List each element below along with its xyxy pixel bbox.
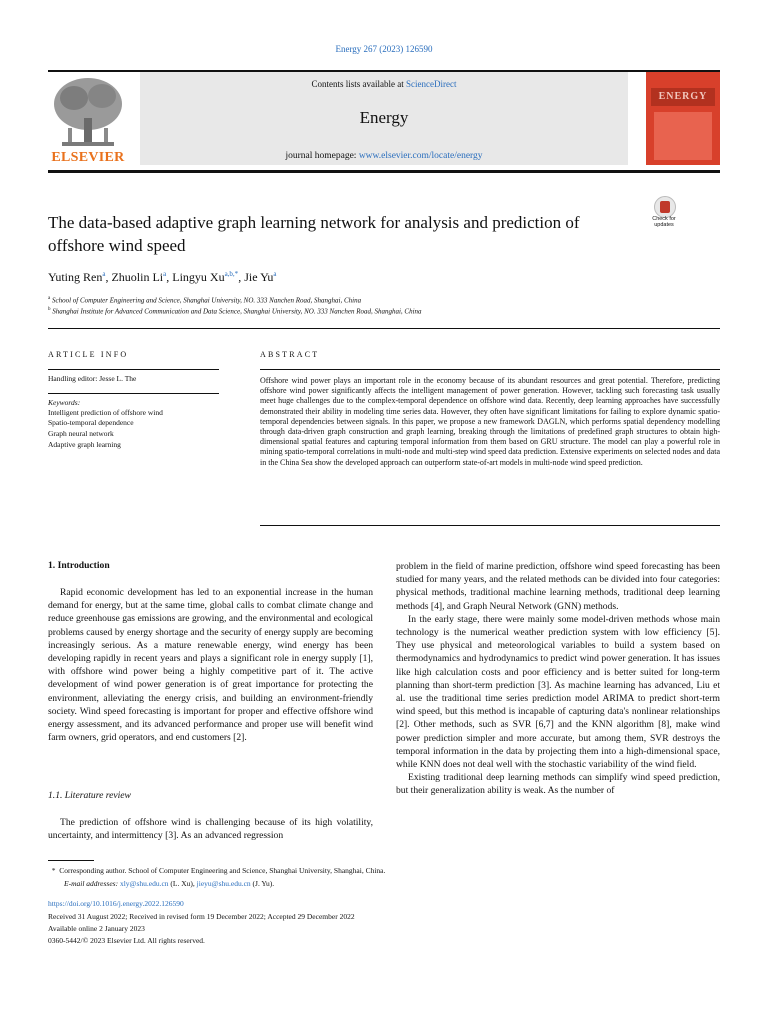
affiliation <box>48 307 422 315</box>
journal-title: Energy <box>359 108 409 127</box>
body-paragraph: In the early stage, there were mainly some model-driven methods whose main technology is the numerical weather prediction system with low efficiency [5]. They use physical and meteorological variables to build a system based on thermodynamics and hydrodynamics to predict wind power generation. It has issues like high calculation costs and poor efficiency and is better suited for long-term planning than short-term prediction [3]. As machine learning has advanced, Liu et al. use the traditional time series prediction model ARIMA to predict short-term wind speed, but this method is incapable of capturing data's nonlinear relationships [2]. Other methods, such as SVR [6,7] and the KNN algorithm [8], make wind power prediction simpler and more accurate, but among them, SVR destroys the temporal information in the data by projecting them into a high-dimensional space, while KNN does not deal well with the stochastic variability of the wind field. <box>396 613 720 771</box>
keyword-item: Intelligent prediction of offshore wind <box>48 408 163 417</box>
bookmark-icon <box>654 196 676 218</box>
abstract-heading: ABSTRACT <box>260 350 320 359</box>
body-paragraph: Existing traditional deep learning methods can simplify wind speed prediction, but their generalization ability is weak. As the number of <box>396 772 720 797</box>
affiliation-mark: a <box>48 296 51 301</box>
author-affiliation-mark[interactable]: a,b,* <box>224 270 239 278</box>
affiliation-mark: b <box>48 307 51 312</box>
keyword-item: Graph neural network <box>48 429 114 438</box>
cover-image <box>654 112 712 160</box>
received-dates: Received 31 August 2022; Received in revised form 19 December 2022; Accepted 29 December 2022 <box>48 912 355 921</box>
article-info-heading: ARTICLE INFO <box>48 350 129 359</box>
abstract-bottom-rule <box>260 525 720 526</box>
check-for-updates-badge[interactable] <box>646 196 682 236</box>
email-link[interactable]: jieyu@shu.edu.cn <box>196 879 251 888</box>
homepage-label: journal homepage: <box>285 151 359 161</box>
affiliation-text: Shanghai Institute for Advanced Communication and Data Science, Shanghai University, NO. 333 Nanchen Road, Shanghai, China <box>52 307 422 316</box>
asterisk-mark: * <box>48 866 60 875</box>
author-affiliation-mark[interactable]: a <box>102 270 106 278</box>
author-name[interactable]: Lingyu Xu <box>172 270 225 284</box>
body-paragraph: The prediction of offshore wind is challenging because of its high volatility, uncertainty, and intermittency [3]. As an advanced regression <box>48 817 373 842</box>
article-title: The data-based adaptive graph learning network for analysis and prediction of offshore wind speed <box>48 213 580 255</box>
handling-editor: Handling editor: Jesse L. The <box>48 374 137 383</box>
cover-title: ENERGY <box>651 88 715 106</box>
available-online: Available online 2 January 2023 <box>48 924 145 933</box>
abstract-top-rule <box>260 369 720 370</box>
author-list: Yuting Ren$^a$, Zhuolin Li$^a$, Lingyu $Xu^{a,b,*}$, Jie Yu$^a$ <box>48 270 277 284</box>
author-name[interactable]: Zhuolin Li <box>111 270 164 284</box>
author-affiliation-mark[interactable]: a <box>163 270 167 278</box>
header-bottom-rule <box>48 170 720 173</box>
author-name[interactable]: Jie Yu <box>244 270 274 284</box>
email-addresses <box>64 878 274 889</box>
abstract-text: Offshore wind power plays an important role in the economy because of its abundant resources and great potential. Therefore, predicting offshore wind power significantly affects the intelligent management of power generation. However, tackling such forecasting task usually meet huge challenges due to the complex-temporal dependence on offshore wind data. Recently, deep learning approaches have successfully demonstrated their ability in modeling time series data. However, they often have significant limitations for failing to explore dynamic spatio-temporal dependencies between signals. In this paper, we propose a new framework DAGLN, which performs spatial dependency modelling through data-driven graph construction and graph learning, breaking through the limitations of predefined graph structures to obtain high-dimensional spatial features and capturing temporal information from them based on GRU structure. The model can play a powerful role in mining spatio-temporal correlations in multi-node and multi-step wind speed data prediction. Extensive experiments on selected nodes and data in the China Sea show the developed approach can outperform state-of-art models in multi-node wind speed prediction. <box>260 376 720 467</box>
email-label: E-mail addresses: <box>64 879 119 888</box>
email-owner: (L. Xu), <box>170 879 195 888</box>
email-link[interactable]: xly@shu.edu.cn <box>119 879 169 888</box>
section-heading-introduction: 1. Introduction <box>48 560 110 571</box>
tree-icon <box>48 72 128 152</box>
author-name[interactable]: Yuting Ren <box>48 270 103 284</box>
email-owner: (J. Yu). <box>252 879 275 888</box>
author-affiliation-mark[interactable]: a <box>273 270 277 278</box>
body-column-left <box>48 586 373 744</box>
body-column-left-continued <box>48 816 373 842</box>
contents-line <box>140 79 628 89</box>
elsevier-logo[interactable] <box>48 72 128 168</box>
footnote-rule <box>48 860 94 861</box>
copyright-notice: 0360-5442/© 2023 Elsevier Ltd. All rights reserved. <box>48 936 205 945</box>
journal-homepage <box>140 151 628 161</box>
corresponding-author-note <box>48 865 385 876</box>
corresponding-author-text: Corresponding author. School of Computer Engineering and Science, Shanghai University, Shanghai, China. <box>59 866 386 875</box>
article-info-rule <box>48 369 219 370</box>
journal-reference[interactable]: Energy 267 (2023) 126590 <box>335 44 433 54</box>
sciencedirect-link[interactable]: ScienceDirect <box>406 79 457 89</box>
homepage-link[interactable]: www.elsevier.com/locate/energy <box>358 151 483 161</box>
check-updates-label: Check for updates <box>652 216 676 228</box>
affiliation-text: School of Computer Engineering and Science, Shanghai University, NO. 333 Nanchen Road, Shanghai, China <box>51 296 362 305</box>
body-paragraph: problem in the field of marine prediction, offshore wind speed forecasting has been studied for many years, and the related methods can be divided into four categories: physical methods, traditional machine learning methods, traditional deep learning methods [4], and Graph Neural Network (GNN) methods. <box>396 561 720 612</box>
contents-prefix: Contents lists available at <box>311 79 406 89</box>
keywords-rule <box>48 393 219 394</box>
keyword-item: Spatio-temporal dependence <box>48 418 134 427</box>
elsevier-wordmark: ELSEVIER <box>51 150 125 165</box>
body-paragraph: Rapid economic development has led to an exponential increase in the human demand for energy, but at the same time, global calls to combat climate change and reduce greenhouse gas emissions are growing, and the environmental and ecological problems caused by energy shortage and the security of energy supply are becoming increasingly serious. As a mature renewable energy, wind energy has been developing rapidly in recent years and plays a significant role in energy supply [1], with offshore wind power being a highly competitive part of it. The active development of wind power generation is of great importance for protecting the environment, alleviating the energy crisis, and building an environment-friendly society. Wind speed forecasting is important for proper and effective offshore wind energy assessment, and its advanced performance and proper use will benefit wind farm owners, grid operators, and end customers [2]. <box>48 587 373 744</box>
section-rule <box>48 328 720 329</box>
keywords-label: Keywords: <box>48 398 81 407</box>
keyword-item: Adaptive graph learning <box>48 440 121 449</box>
body-column-right <box>396 560 720 798</box>
affiliation <box>48 296 361 304</box>
subsection-heading-literature-review: 1.1. Literature review <box>48 790 131 801</box>
journal-cover[interactable] <box>646 72 720 165</box>
doi-link[interactable]: https://doi.org/10.1016/j.energy.2022.126590 <box>48 899 184 908</box>
